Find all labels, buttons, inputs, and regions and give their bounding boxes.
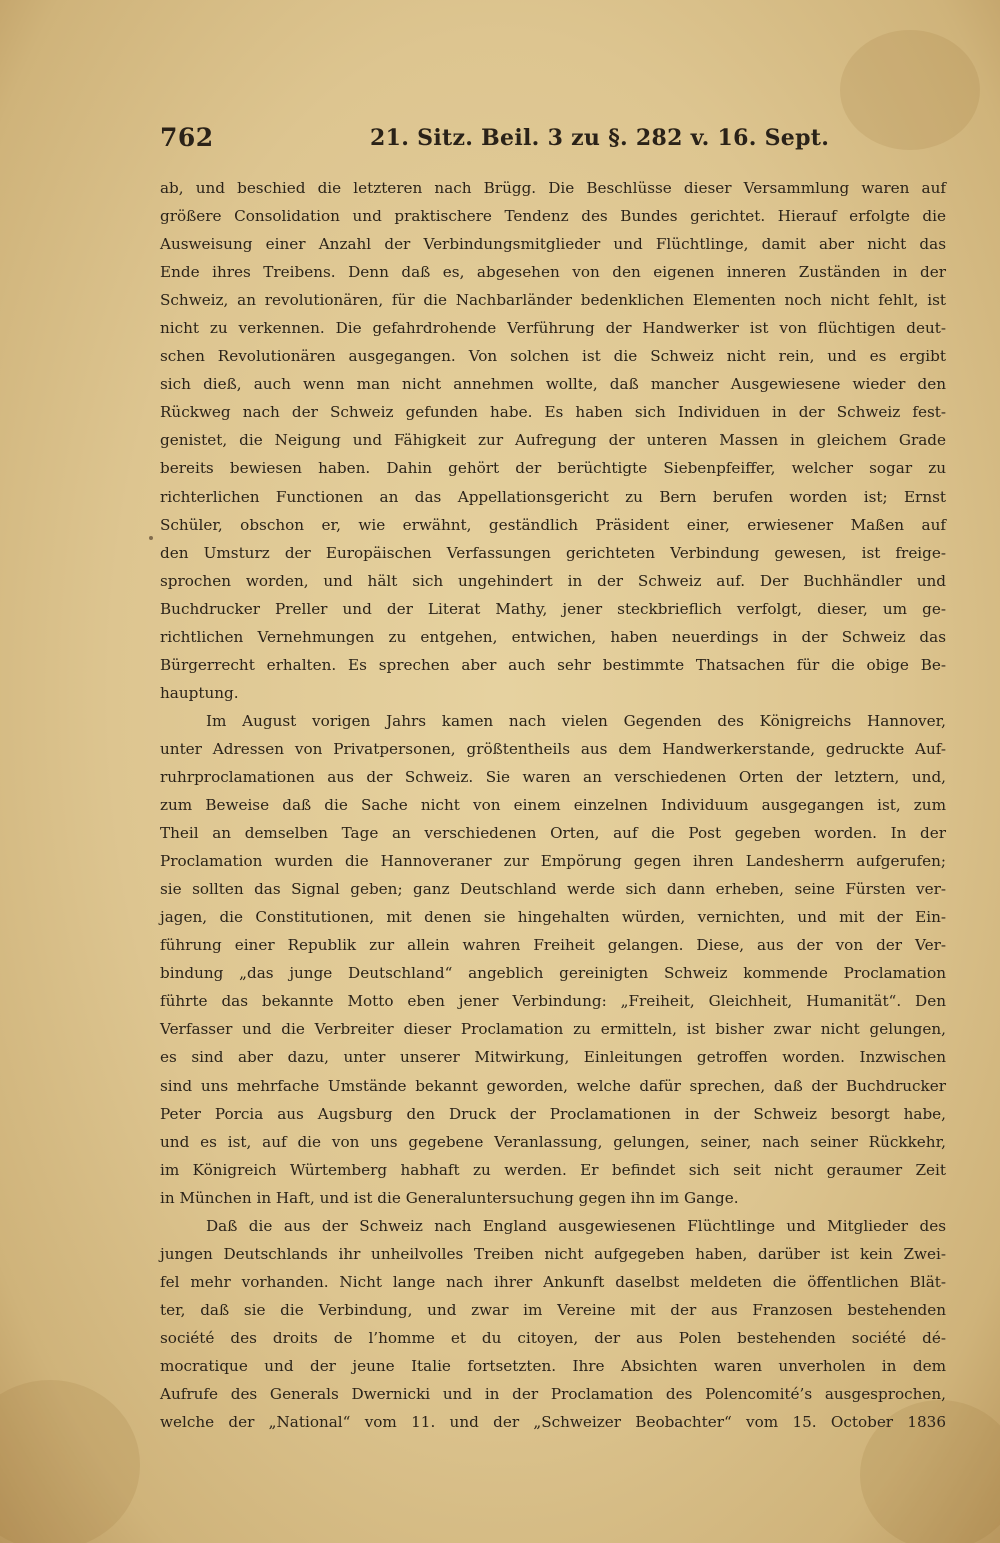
text-line: Theil an demselben Tage an verschiedenen Orten, auf die Post gegeben worden. In der — [160, 824, 946, 843]
text-line: sie sollten das Signal geben; ganz Deutschland werde sich dann erheben, seine Fürsten ver- — [160, 880, 946, 899]
text-line: richtlichen Vernehmungen zu entgehen, entwichen, haben neuerdings in der Schweiz das — [160, 627, 946, 646]
body-text — [160, 174, 946, 1436]
text-line: nicht zu verkennen. Die gefahrdrohende Verführung der Handwerker ist von flüchtigen deut- — [160, 319, 946, 338]
text-line: zum Beweise daß die Sache nicht von einem einzelnen Individuum ausgegangen ist, zum — [160, 796, 946, 815]
text-line: hauptung. — [160, 683, 239, 702]
text-line: Schüler, obschon er, wie erwähnt, geständlich Präsident einer, erwiesener Maßen auf — [160, 515, 946, 534]
text-line: welche der „National“ vom 11. und der „Schweizer Beobachter“ vom 15. October 1836 — [160, 1413, 946, 1432]
page-header — [160, 123, 946, 163]
text-line: fel mehr vorhanden. Nicht lange nach ihrer Ankunft daselbst meldeten die öffentlichen Blät- — [160, 1272, 946, 1291]
text-line: Aufrufe des Generals Dwernicki und in der Proclamation des Polencomité’s ausgesprochen, — [160, 1385, 946, 1404]
text-line: Verfasser und die Verbreiter dieser Proclamation zu ermitteln, ist bisher zwar nicht gelungen, — [160, 1020, 946, 1039]
text-line: ab, und beschied die letzteren nach Brügg. Die Beschlüsse dieser Versammlung waren auf — [160, 179, 946, 197]
text-line: Ausweisung einer Anzahl der Verbindungsmitglieder und Flüchtlinge, damit aber nicht das — [160, 235, 946, 254]
text-line: führte das bekannte Motto eben jener Verbindung: „Freiheit, Gleichheit, Humanität“. Den — [160, 992, 946, 1011]
text-line: mocratique und der jeune Italie fortsetzten. Ihre Absichten waren unverholen in dem — [160, 1356, 946, 1375]
text-line: im Königreich Würtemberg habhaft zu werden. Er befindet sich seit nicht geraumer Zeit — [160, 1160, 946, 1179]
text-line: genistet, die Neigung und Fähigkeit zur Aufregung der unteren Massen in gleichem Grade — [160, 431, 946, 450]
text-line: ruhrproclamationen aus der Schweiz. Sie waren an verschiedenen Orten der letztern, und, — [160, 767, 946, 786]
text-line: jagen, die Constitutionen, mit denen sie hingehalten würden, vernichten, und mit der Ein- — [160, 908, 946, 927]
text-line: Peter Porcia aus Augsburg den Druck der Proclamationen in der Schweiz besorgt habe, — [160, 1104, 946, 1123]
text-line: Ende ihres Treibens. Denn daß es, abgesehen von den eigenen inneren Zuständen in der — [160, 263, 946, 282]
text-line: und es ist, auf die von uns gegebene Veranlassung, gelungen, seiner, nach seiner Rückkehr, — [160, 1132, 946, 1151]
text-line: Proclamation wurden die Hannoveraner zur Empörung gegen ihren Landesherrn aufgerufen; — [160, 852, 946, 871]
text-line: Im August vorigen Jahrs kamen nach vielen Gegenden des Königreichs Hannover, — [206, 711, 946, 730]
page-number: 762 — [160, 123, 214, 152]
text-line: größere Consolidation und praktischere Tendenz des Bundes gerichtet. Hierauf erfolgte die — [160, 207, 946, 226]
text-line: Rückweg nach der Schweiz gefunden habe. Es haben sich Individuen in der Schweiz fest- — [160, 403, 946, 422]
text-line: Schweiz, an revolutionären, für die Nachbarländer bedenklichen Elementen noch nicht fehlt, ist — [160, 291, 946, 310]
running-head: 21. Sitz. Beil. 3 zu §. 282 v. 16. Sept. — [370, 125, 830, 151]
text-line: bereits bewiesen haben. Dahin gehört der berüchtigte Siebenpfeiffer, welcher sogar zu — [160, 459, 946, 478]
text-line: in München in Haft, und ist die Generaluntersuchung gegen ihn im Gange. — [160, 1188, 739, 1207]
text-line: den Umsturz der Europäischen Verfassungen gerichteten Verbindung gewesen, ist freige- — [160, 543, 946, 562]
text-line: es sind aber dazu, unter unserer Mitwirkung, Einleitungen getroffen worden. Inzwischen — [160, 1048, 946, 1067]
paper-stain — [0, 1380, 140, 1543]
text-line: bindung „das junge Deutschland“ angeblich gereinigten Schweiz kommende Proclamation — [160, 964, 946, 983]
text-line: Buchdrucker Preller und der Literat Mathy, jener steckbrieflich verfolgt, dieser, um ge- — [160, 599, 946, 618]
text-line: société des droits de l’homme et du citoyen, der aus Polen bestehenden société dé- — [160, 1328, 946, 1347]
ink-speck — [149, 536, 153, 540]
text-line: sich dieß, auch wenn man nicht annehmen wollte, daß mancher Ausgewiesene wieder den — [160, 375, 946, 394]
text-line: führung einer Republik zur allein wahren Freiheit gelangen. Diese, aus der von der Ver- — [160, 936, 946, 955]
text-line: schen Revolutionären ausgegangen. Von solchen ist die Schweiz nicht rein, und es ergibt — [160, 347, 946, 366]
text-line: unter Adressen von Privatpersonen, größtentheils aus dem Handwerkerstande, gedruckte Auf- — [160, 739, 946, 758]
text-line: Bürgerrecht erhalten. Es sprechen aber auch sehr bestimmte Thatsachen für die obige Be- — [160, 655, 946, 674]
text-line: sprochen worden, und hält sich ungehindert in der Schweiz auf. Der Buchhändler und — [160, 571, 946, 590]
text-line: richterlichen Functionen an das Appellationsgericht zu Bern berufen worden ist; Ernst — [160, 487, 946, 506]
text-line: jungen Deutschlands ihr unheilvolles Treiben nicht aufgegeben haben, darüber ist kein Zwei- — [160, 1244, 946, 1263]
text-line: ter, daß sie die Verbindung, und zwar im Vereine mit der aus Franzosen bestehenden — [160, 1300, 946, 1319]
text-line: Daß die aus der Schweiz nach England ausgewiesenen Flüchtlinge und Mitglieder des — [206, 1216, 946, 1235]
text-line: sind uns mehrfache Umstände bekannt geworden, welche dafür sprechen, daß der Buchdrucker — [160, 1076, 946, 1095]
